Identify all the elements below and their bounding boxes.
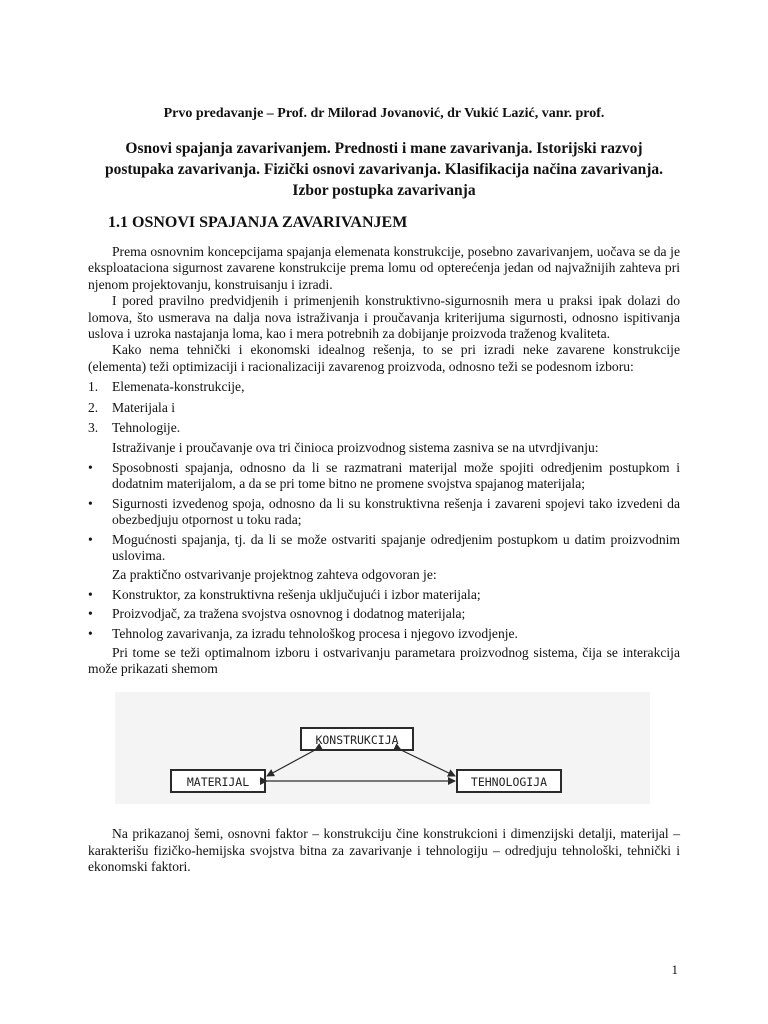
lecture-header: Prvo predavanje – Prof. dr Milorad Jovanović, dr Vukić Lazić, vanr. prof. bbox=[163, 106, 605, 121]
tehnologija-label: TEHNOLOGIJA bbox=[470, 775, 548, 789]
closing-text bbox=[88, 826, 680, 876]
document-title bbox=[90, 138, 678, 201]
materijal-box bbox=[171, 770, 265, 792]
numbered-list bbox=[88, 379, 680, 436]
list-item bbox=[88, 532, 680, 565]
paragraph-6: Pri tome se teži optimalnom izboru i ostvarivanju parametara proizvodnog sistema, čija se interakcija može prikazati shemom bbox=[88, 644, 680, 677]
paragraph-2: I pored pravilno predvidjenih i primenjenih konstruktivno-sigurnosnih mera u praksi ipak dolazi do lomova, što usmerava na dalja nova istraživanja i proučavanja kriterijuma sigurnosti, odnosno ispitivanja uslova i uzroka nastajanja loma, kao i mera potrebnih za dobijanje proizvoda traženog kvaliteta. bbox=[88, 293, 680, 342]
konstrukcija-label: KONSTRUKCIJA bbox=[315, 733, 399, 747]
list-item bbox=[88, 606, 680, 622]
page-number: 1 bbox=[671, 962, 678, 977]
list-item-text: Tehnologije. bbox=[112, 420, 181, 436]
konstrukcija-box bbox=[301, 728, 413, 750]
list-item-text: Sigurnosti izvedenog spoja, odnosno da li su konstruktivna rešenja i zavareni spojevi tako izvedeni da obezbedjuju otpornost u toku rada; bbox=[112, 495, 680, 528]
list-item-text: Mogućnosti spajanja, tj. da li se može ostvariti spajanje odredjenim postupkom u datim proizvodnim uslovima. bbox=[112, 531, 680, 563]
list-item-text: Materijala i bbox=[112, 399, 176, 415]
paragraph-7: Na prikazanoj šemi, osnovni faktor – konstrukciju čine konstrukcioni i dimenzijski detalji, materijal – karakterišu fizičko-hemijska svojstva bitna za zavarivanje i tehnologiju – odredjuju tehnološki, tehnički i ekonomski faktori. bbox=[88, 826, 680, 875]
bullet-marker: • bbox=[88, 586, 93, 602]
bullet-marker: • bbox=[88, 606, 93, 622]
paragraph-3: Kako nema tehnički i ekonomski idealnog rešenja, to se pri izradi neke zavarene konstrukcije (elementa) teži optimizaciji i racionalizaciji zavarenog proizvoda, odnosno teži se podesnom izboru: bbox=[88, 342, 680, 374]
list-item-text: Proizvodjač, za tražena svojstva osnovnog i dodatnog materijala; bbox=[112, 606, 466, 622]
list-item-text: Elemenata-konstrukcije, bbox=[112, 379, 245, 395]
list-number: 1. bbox=[88, 379, 99, 395]
bullet-list-roles bbox=[88, 587, 680, 642]
bullet-marker: • bbox=[88, 495, 93, 511]
list-item bbox=[88, 626, 680, 642]
list-item-text: Konstruktor, za konstruktivna rešenja uključujući i izbor materijala; bbox=[112, 586, 481, 602]
list-item-text: Sposobnosti spajanja, odnosno da li se razmatrani materijal može spojiti odredjenim postupkom i dodatnim materijalom, a da se pri tome bitno ne promene svojstva spajanog materijala; bbox=[112, 459, 680, 492]
bullet-marker: • bbox=[88, 625, 93, 641]
title-line-1: Osnovi spajanja zavarivanjem. Prednosti i mane zavarivanja. Istorijski razvoj bbox=[125, 140, 643, 157]
paragraph-1: Prema osnovnim koncepcijama spajanja elemenata konstrukcije, posebno zavarivanjem, uočava se da je eksploataciona sigurnost zavarene konstrukcije prema lomu od opterećenja jedan od najvažnijih zahteva pri njenom projektovanju, konstruisanju i izradi. bbox=[88, 244, 680, 292]
list-number: 3. bbox=[88, 420, 99, 436]
materijal-label: MATERIJAL bbox=[186, 775, 250, 789]
list-item-text: Tehnolog zavarivanja, za izradu tehnološkog procesa i njegovo izvodjenje. bbox=[112, 625, 518, 641]
paragraph-5: Za praktično ostvarivanje projektnog zahteva odgovoran je: bbox=[112, 567, 437, 583]
list-item bbox=[88, 587, 680, 603]
paragraph-4: Istraživanje i proučavanje ova tri činioca proizvodnog sistema zasniva se na utvrdjivanju: bbox=[112, 440, 599, 456]
list-item bbox=[88, 400, 680, 416]
section-heading: 1.1 OSNOVI SPAJANJA ZAVARIVANJEM bbox=[108, 214, 408, 231]
list-number: 2. bbox=[88, 399, 99, 415]
title-line-3: Izbor postupka zavarivanja bbox=[292, 182, 476, 199]
list-item bbox=[88, 379, 680, 395]
tehnologija-box bbox=[457, 770, 561, 792]
list-item bbox=[88, 460, 680, 493]
list-item bbox=[88, 496, 680, 529]
bullet-marker: • bbox=[88, 459, 93, 475]
interaction-diagram bbox=[115, 692, 650, 804]
bullet-list-criteria bbox=[88, 460, 680, 564]
list-item bbox=[88, 420, 680, 436]
bullet-marker: • bbox=[88, 531, 93, 547]
body-text bbox=[88, 244, 680, 678]
title-line-2: postupaka zavarivanja. Fizički osnovi zavarivanja. Klasifikacija načina zavarivanja. bbox=[104, 161, 663, 178]
